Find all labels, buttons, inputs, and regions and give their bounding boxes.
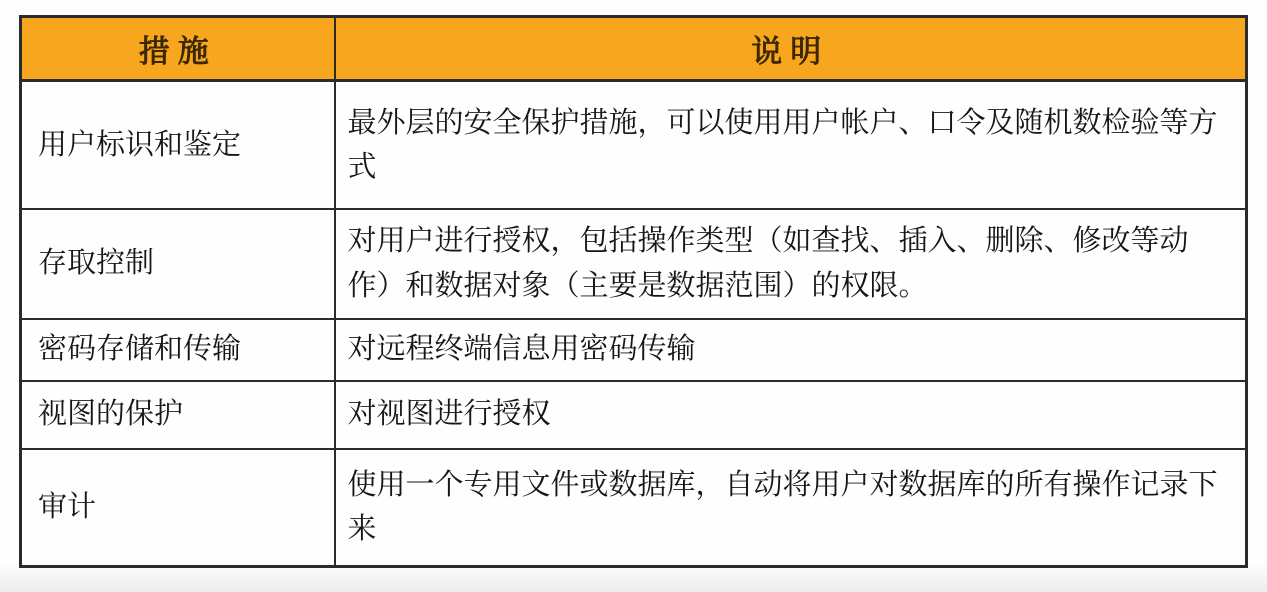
measure-cell-access-control: 存取控制 — [21, 209, 335, 319]
measure-cell-view-protection: 视图的保护 — [21, 381, 335, 449]
col-header-measure: 措施 — [21, 17, 335, 81]
table-row — [21, 381, 1247, 449]
description-cell-audit: 使用一个专用文件或数据库，自动将用户对数据库的所有操作记录下来 — [335, 449, 1247, 567]
table-row — [21, 81, 1247, 209]
col-header-description: 说明 — [335, 17, 1247, 81]
measure-cell-password-storage: 密码存储和传输 — [21, 319, 335, 381]
description-cell-view-protection: 对视图进行授权 — [335, 381, 1247, 449]
table-row — [21, 209, 1247, 319]
table-row — [21, 319, 1247, 381]
description-cell-password-storage: 对远程终端信息用密码传输 — [335, 319, 1247, 381]
description-cell-user-identification: 最外层的安全保护措施，可以使用用户帐户、口令及随机数检验等方式 — [335, 81, 1247, 209]
header-row — [21, 17, 1247, 81]
security-measures-table — [19, 15, 1248, 568]
measure-cell-audit: 审计 — [21, 449, 335, 567]
measure-cell-user-identification: 用户标识和鉴定 — [21, 81, 335, 209]
description-cell-access-control: 对用户进行授权，包括操作类型（如查找、插入、删除、修改等动作）和数据对象（主要是数据范围）的权限。 — [335, 209, 1247, 319]
table-row — [21, 449, 1247, 567]
security-measures-table-container — [19, 15, 1248, 568]
